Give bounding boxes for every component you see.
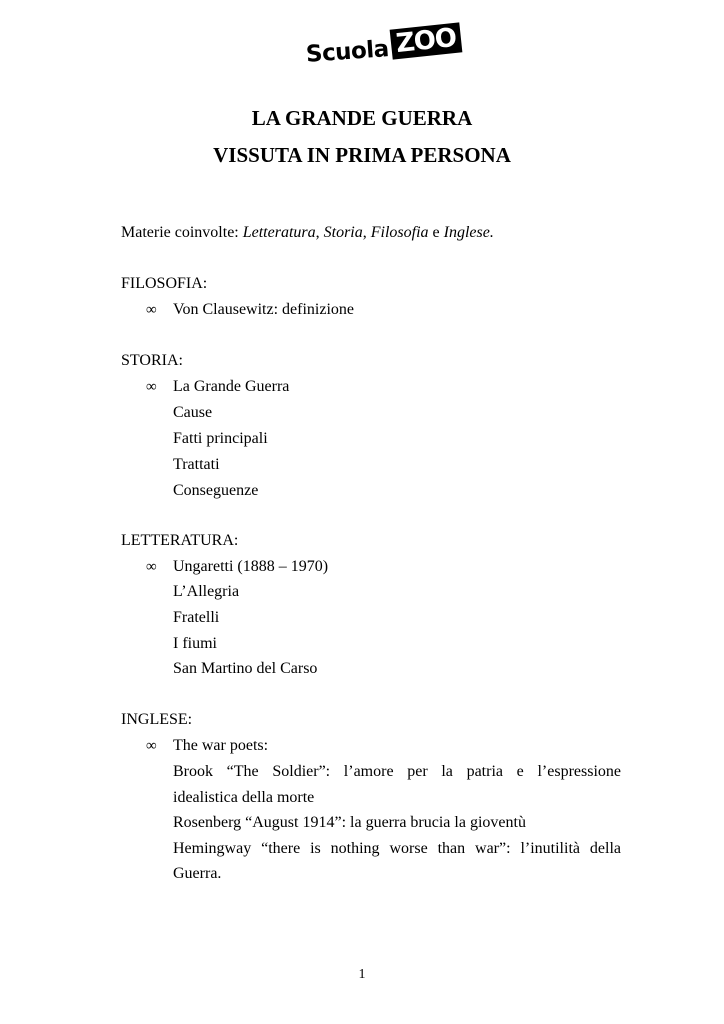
logo-text-zoo: ZOO [389,22,462,59]
section-heading-inglese: INGLESE: [121,711,193,728]
list-item: I fiumi [173,635,217,652]
subjects-prefix: Materie coinvolte: [121,224,243,241]
subjects-line [121,224,494,242]
list-item: Cause [173,404,213,421]
list-item: Guerra. [173,865,222,882]
page-number: 1 [358,967,366,982]
subjects-separator: , [315,224,324,241]
list-item: The war poets: [173,737,269,754]
bullet-icon: ∞ [146,302,157,318]
list-item: Trattati [173,456,220,473]
list-item: Rosenberg “August 1914”: la guerra brucia la gioventù [173,814,526,831]
title-line-2: VISSUTA IN PRIMA PERSONA [213,143,511,167]
list-item: La Grande Guerra [173,378,290,395]
list-item: L’Allegria [173,583,240,600]
subjects-separator: e [428,224,444,241]
logo-text-scuola: Scuola [305,36,390,68]
bullet-icon: ∞ [146,379,157,395]
section-heading-filosofia: FILOSOFIA: [121,275,208,292]
subjects-separator: , [362,224,371,241]
subjects-end: . [489,224,494,241]
list-item: idealistica della morte [173,789,315,806]
list-item: Hemingway “there is nothing worse than war”: l’inutilità della [173,840,621,857]
list-item: San Martino del Carso [173,660,318,677]
section-heading-letteratura: LETTERATURA: [121,532,239,549]
section-heading-storia: STORIA: [121,352,183,369]
bullet-icon: ∞ [146,559,157,575]
bullet-icon: ∞ [146,738,157,754]
list-item: Brook “The Soldier”: l’amore per la patria e l’espressione [173,763,621,780]
subject-inglese: Inglese [443,224,490,241]
list-item: Von Clausewitz: definizione [173,301,354,318]
list-item: Fratelli [173,609,220,626]
subject-filosofia: Filosofia [370,224,429,241]
list-item: Conseguenze [173,482,259,499]
scuolazoo-logo [306,20,461,70]
subject-letteratura: Letteratura [242,224,316,241]
list-item: Ungaretti (1888 – 1970) [173,558,329,575]
title-line-1: LA GRANDE GUERRA [251,106,473,130]
list-item: Fatti principali [173,430,268,447]
subject-storia: Storia [323,224,363,241]
